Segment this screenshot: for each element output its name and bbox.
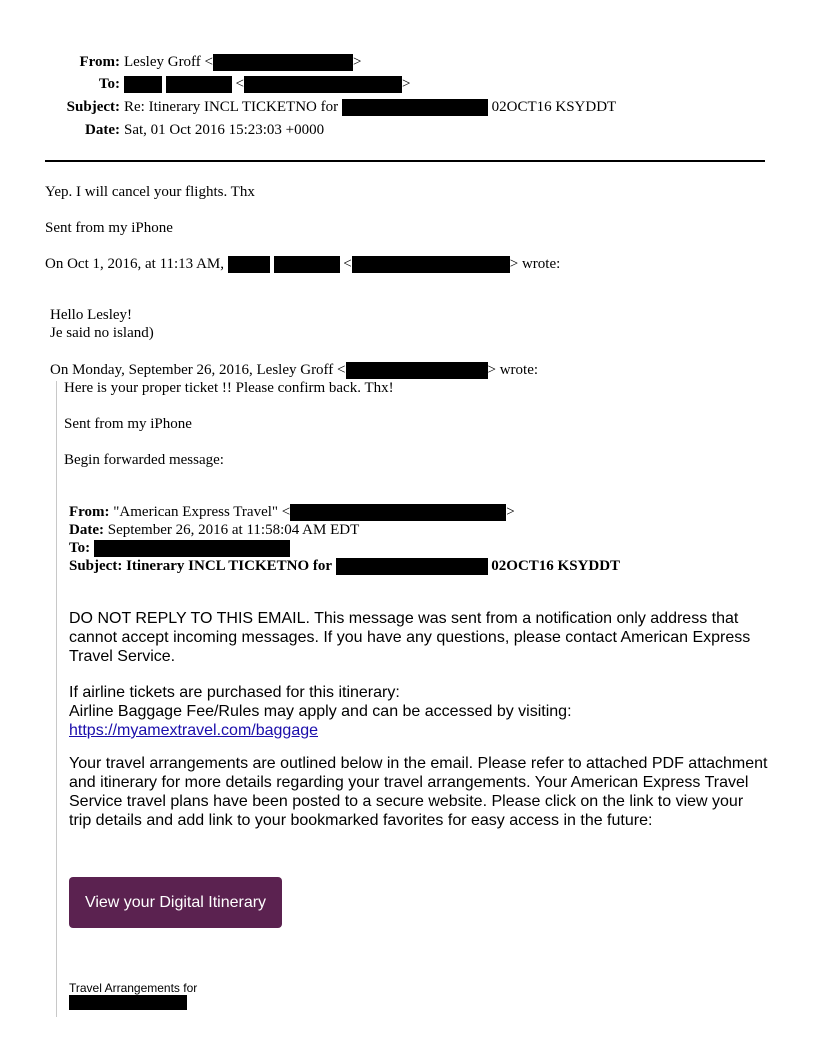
- quoted-greeting: Hello Lesley!: [50, 307, 133, 323]
- redacted-lesley-email: [346, 362, 488, 379]
- date-value: Sat, 01 Oct 2016 15:23:03 +0000: [124, 122, 325, 138]
- subject-label: Subject:: [66, 99, 120, 115]
- fwd-to-label: To:: [69, 540, 91, 556]
- view-itinerary-button[interactable]: View your Digital Itinerary: [69, 877, 282, 928]
- fwd-from-row: [69, 503, 515, 521]
- redacted-sender-email: [352, 256, 510, 273]
- redacted-subject-name: [342, 99, 488, 116]
- redacted-to-email: [244, 76, 402, 93]
- redacted-to-first: [124, 76, 162, 93]
- header-date-row: [0, 121, 324, 139]
- angle-open: <: [235, 76, 244, 92]
- header-from-row: [0, 53, 361, 71]
- reply-text: Yep. I will cancel your flights. Thx: [45, 184, 255, 200]
- reply-signature: Sent from my iPhone: [45, 220, 173, 236]
- quote-intro: [45, 255, 560, 273]
- quoted-intro: [50, 361, 538, 379]
- redacted-amex-email: [290, 504, 506, 521]
- redacted-fwd-subject-name: [336, 558, 488, 575]
- redacted-traveler-name: [69, 995, 187, 1010]
- quoted-intro-suffix: wrote:: [499, 362, 539, 378]
- fwd-to-row: [69, 539, 290, 557]
- redacted-sender-last: [274, 256, 340, 273]
- quote-bar: [56, 381, 57, 1017]
- redacted-from-email: [213, 54, 353, 71]
- quote-intro-prefix: On Oct 1, 2016, at 11:13 AM,: [45, 256, 225, 272]
- fwd-subject-suffix: 02OCT16 KSYDDT: [491, 558, 621, 574]
- ticket-text: Here is your proper ticket !! Please confirm back. Thx!: [64, 380, 394, 396]
- angle-close: >: [506, 504, 515, 520]
- fwd-date-value: September 26, 2016 at 11:58:04 AM EDT: [107, 522, 360, 538]
- from-name: Lesley Groff: [124, 54, 201, 70]
- redacted-fwd-to: [94, 540, 290, 557]
- angle-close: >: [401, 76, 411, 92]
- angle-open: <: [343, 256, 352, 272]
- quote-intro-suffix: wrote:: [521, 256, 561, 272]
- fwd-from-value: "American Express Travel": [113, 504, 279, 520]
- angle-close: >: [353, 54, 362, 70]
- forwarded-note: Begin forwarded message:: [64, 452, 224, 468]
- redacted-to-last: [166, 76, 232, 93]
- subject-prefix: Re: Itinerary INCL TICKETNO for: [124, 99, 339, 115]
- no-reply-notice: DO NOT REPLY TO THIS EMAIL. This message was sent from a notification only address that cannot accept incoming messages. If you have any questions, please contact American Express Travel Service.: [69, 610, 751, 665]
- angle-open: <: [337, 362, 346, 378]
- fwd-from-label: From:: [69, 504, 110, 520]
- angle-open: <: [281, 504, 291, 520]
- quoted-intro-prefix: On Monday, September 26, 2016, Lesley Groff: [50, 362, 334, 378]
- fwd-subject-label: Subject:: [69, 558, 123, 574]
- travel-arrangements-label: Travel Arrangements for: [69, 981, 198, 995]
- to-label: To:: [98, 76, 120, 92]
- angle-open: <: [204, 54, 213, 70]
- subject-suffix: 02OCT16 KSYDDT: [491, 99, 617, 115]
- quoted-text: Je said no island): [50, 325, 154, 341]
- angle-close: >: [509, 256, 519, 272]
- fwd-subject-row: [69, 557, 620, 575]
- fwd-date-label: Date:: [69, 522, 104, 538]
- fwd-date-row: [69, 521, 359, 539]
- baggage-block: [69, 683, 769, 740]
- from-label: From:: [79, 54, 120, 70]
- arrangements-text: Your travel arrangements are outlined below in the email. Please refer to attached PDF attachment and itinerary for more details regarding your travel arrangements. Your American Express Travel Service travel plans have been posted to a secure website. Please click on the link to view your trip details and add link to your bookmarked favorites for easy access in the future:: [69, 755, 768, 829]
- angle-close: >: [487, 362, 496, 378]
- fwd-subject-prefix: Itinerary INCL TICKETNO for: [126, 558, 332, 574]
- header-to-row: [0, 75, 410, 93]
- tickets-line: If airline tickets are purchased for this itinerary:: [69, 684, 400, 701]
- header-subject-row: [0, 98, 616, 116]
- quoted2-signature: Sent from my iPhone: [64, 416, 192, 432]
- redacted-sender-first: [228, 256, 270, 273]
- date-label: Date:: [85, 122, 120, 138]
- header-divider: [45, 160, 765, 162]
- baggage-link[interactable]: https://myamextravel.com/baggage: [69, 722, 319, 739]
- baggage-rules-line: Airline Baggage Fee/Rules may apply and can be accessed by visiting:: [69, 703, 572, 720]
